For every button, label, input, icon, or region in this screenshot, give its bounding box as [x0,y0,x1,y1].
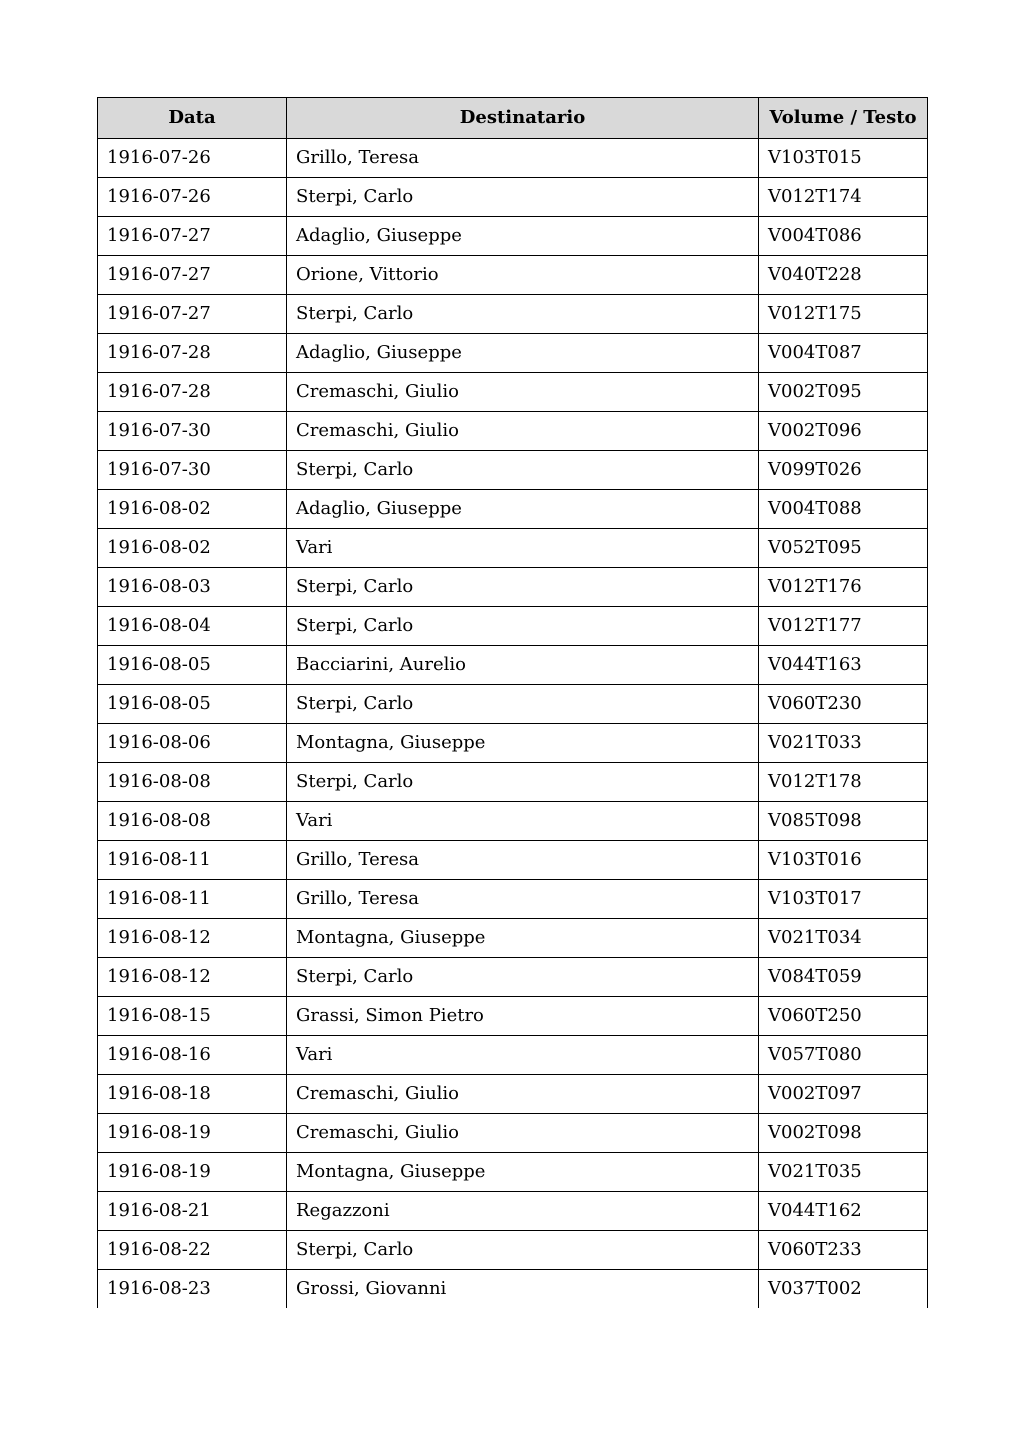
cell-recipient: Grossi, Giovanni [287,1270,759,1309]
cell-date: 1916-08-03 [98,568,287,607]
cell-date: 1916-07-28 [98,334,287,373]
table-row [98,763,928,802]
cell-volume: V004T086 [759,217,928,256]
cell-date: 1916-07-30 [98,451,287,490]
cell-recipient: Grassi, Simon Pietro [287,997,759,1036]
cell-date: 1916-07-30 [98,412,287,451]
cell-volume: V044T162 [759,1192,928,1231]
cell-volume: V103T016 [759,841,928,880]
cell-recipient: Regazzoni [287,1192,759,1231]
table-row [98,841,928,880]
cell-recipient: Grillo, Teresa [287,841,759,880]
cell-date: 1916-08-21 [98,1192,287,1231]
cell-volume: V052T095 [759,529,928,568]
cell-date: 1916-08-23 [98,1270,287,1309]
cell-recipient: Cremaschi, Giulio [287,1114,759,1153]
cell-date: 1916-08-05 [98,646,287,685]
cell-date: 1916-08-16 [98,1036,287,1075]
cell-volume: V004T087 [759,334,928,373]
table-row [98,1114,928,1153]
cell-date: 1916-07-27 [98,217,287,256]
cell-recipient: Sterpi, Carlo [287,685,759,724]
table-row [98,919,928,958]
table-row [98,607,928,646]
header-recipient: Destinatario [287,98,759,139]
cell-volume: V002T098 [759,1114,928,1153]
table-row [98,334,928,373]
cell-date: 1916-08-08 [98,763,287,802]
table-row [98,529,928,568]
cell-date: 1916-08-05 [98,685,287,724]
cell-recipient: Bacciarini, Aurelio [287,646,759,685]
cell-date: 1916-08-12 [98,958,287,997]
cell-volume: V044T163 [759,646,928,685]
table-row [98,685,928,724]
cell-date: 1916-08-19 [98,1153,287,1192]
table-body [98,139,928,1309]
table-row [98,958,928,997]
cell-volume: V002T096 [759,412,928,451]
cell-volume: V012T175 [759,295,928,334]
cell-recipient: Vari [287,1036,759,1075]
cell-recipient: Adaglio, Giuseppe [287,490,759,529]
table-row [98,1270,928,1309]
table-row [98,880,928,919]
cell-volume: V012T177 [759,607,928,646]
cell-recipient: Montagna, Giuseppe [287,724,759,763]
cell-volume: V085T098 [759,802,928,841]
table-row [98,1153,928,1192]
table-row [98,1231,928,1270]
cell-recipient: Sterpi, Carlo [287,568,759,607]
cell-volume: V103T015 [759,139,928,178]
cell-date: 1916-07-27 [98,295,287,334]
cell-recipient: Grillo, Teresa [287,139,759,178]
table-row [98,451,928,490]
cell-recipient: Adaglio, Giuseppe [287,334,759,373]
cell-volume: V060T250 [759,997,928,1036]
cell-date: 1916-08-12 [98,919,287,958]
cell-volume: V021T033 [759,724,928,763]
cell-recipient: Sterpi, Carlo [287,1231,759,1270]
table-row [98,139,928,178]
cell-recipient: Vari [287,802,759,841]
cell-volume: V021T035 [759,1153,928,1192]
cell-date: 1916-08-11 [98,841,287,880]
table-header [98,98,928,139]
cell-volume: V012T174 [759,178,928,217]
cell-volume: V060T230 [759,685,928,724]
table-row [98,802,928,841]
cell-volume: V012T176 [759,568,928,607]
cell-date: 1916-08-19 [98,1114,287,1153]
cell-date: 1916-07-27 [98,256,287,295]
cell-volume: V057T080 [759,1036,928,1075]
cell-date: 1916-08-02 [98,490,287,529]
cell-date: 1916-07-26 [98,139,287,178]
header-volume: Volume / Testo [759,98,928,139]
cell-recipient: Sterpi, Carlo [287,763,759,802]
table-row [98,373,928,412]
cell-volume: V040T228 [759,256,928,295]
cell-volume: V002T097 [759,1075,928,1114]
cell-recipient: Montagna, Giuseppe [287,1153,759,1192]
cell-recipient: Sterpi, Carlo [287,607,759,646]
cell-recipient: Sterpi, Carlo [287,958,759,997]
table-row [98,646,928,685]
table-row [98,568,928,607]
cell-date: 1916-08-22 [98,1231,287,1270]
table-row [98,997,928,1036]
letters-table [97,97,928,1308]
table-row [98,1075,928,1114]
cell-recipient: Cremaschi, Giulio [287,412,759,451]
cell-recipient: Vari [287,529,759,568]
cell-volume: V099T026 [759,451,928,490]
table-row [98,295,928,334]
cell-date: 1916-08-06 [98,724,287,763]
cell-date: 1916-08-11 [98,880,287,919]
cell-volume: V037T002 [759,1270,928,1309]
cell-recipient: Orione, Vittorio [287,256,759,295]
cell-volume: V084T059 [759,958,928,997]
cell-volume: V004T088 [759,490,928,529]
cell-recipient: Sterpi, Carlo [287,178,759,217]
cell-recipient: Sterpi, Carlo [287,451,759,490]
table-row [98,1192,928,1231]
cell-volume: V002T095 [759,373,928,412]
document-page [97,97,927,1308]
cell-recipient: Cremaschi, Giulio [287,1075,759,1114]
cell-volume: V060T233 [759,1231,928,1270]
table-row [98,412,928,451]
cell-date: 1916-08-18 [98,1075,287,1114]
cell-recipient: Adaglio, Giuseppe [287,217,759,256]
cell-volume: V103T017 [759,880,928,919]
cell-recipient: Sterpi, Carlo [287,295,759,334]
cell-date: 1916-08-08 [98,802,287,841]
cell-recipient: Grillo, Teresa [287,880,759,919]
cell-date: 1916-08-02 [98,529,287,568]
table-row [98,217,928,256]
cell-recipient: Cremaschi, Giulio [287,373,759,412]
table-row [98,256,928,295]
cell-volume: V021T034 [759,919,928,958]
cell-recipient: Montagna, Giuseppe [287,919,759,958]
cell-date: 1916-08-15 [98,997,287,1036]
cell-volume: V012T178 [759,763,928,802]
header-date: Data [98,98,287,139]
cell-date: 1916-07-26 [98,178,287,217]
cell-date: 1916-08-04 [98,607,287,646]
table-row [98,490,928,529]
table-row [98,178,928,217]
header-row [98,98,928,139]
cell-date: 1916-07-28 [98,373,287,412]
table-row [98,1036,928,1075]
table-row [98,724,928,763]
